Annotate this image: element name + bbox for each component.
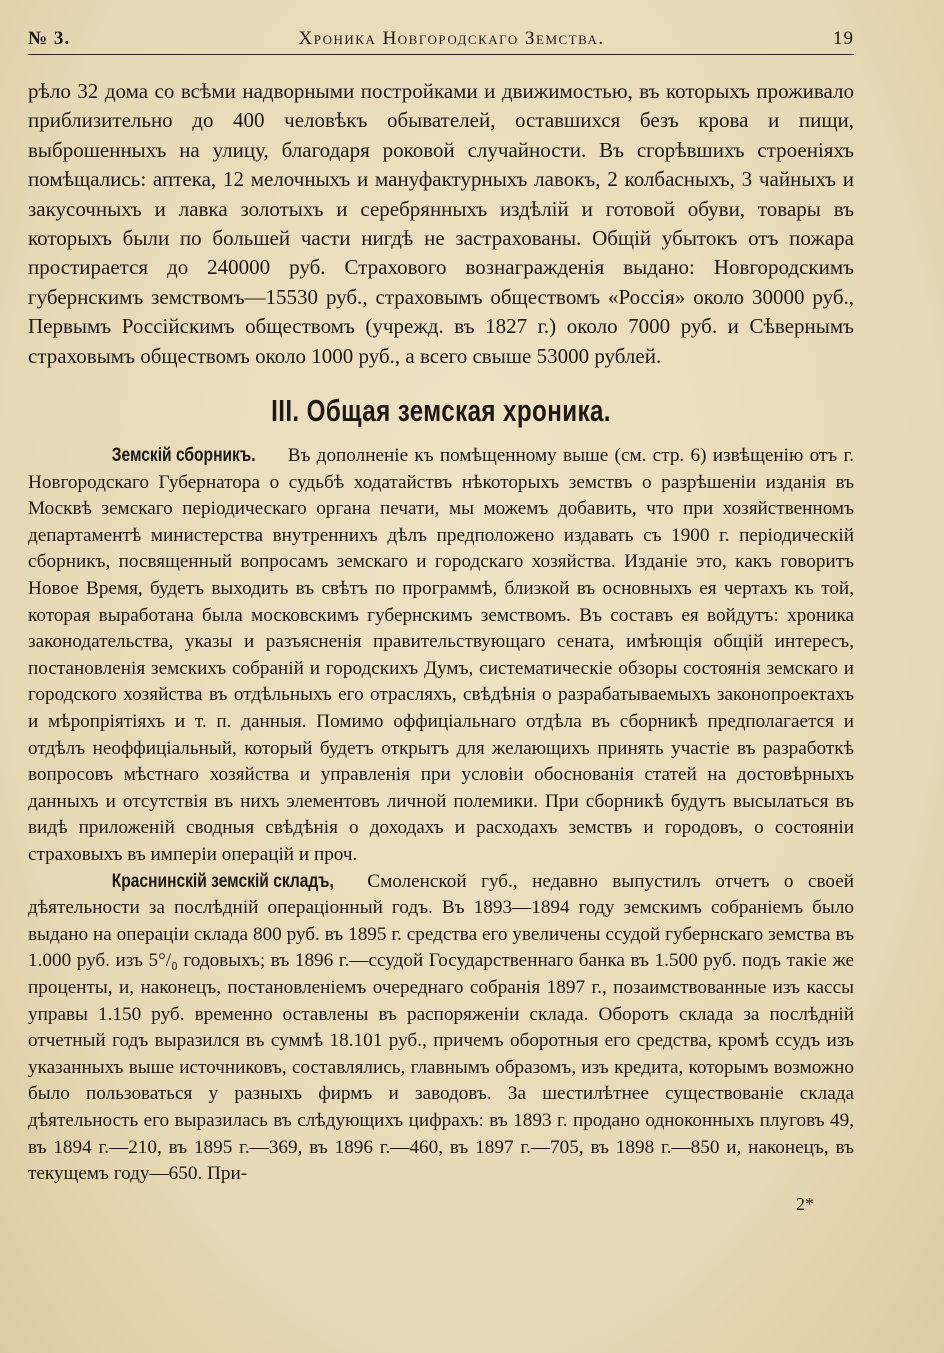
article-krasninsky-sklad [28, 869, 854, 1188]
issue-number: № 3. [28, 28, 71, 49]
journal-title: Хроника Новгородскаго Земства. [298, 28, 605, 49]
intro-paragraph: рѣло 32 дома со всѣми надворными постройками и движимостью, въ которыхъ проживало приблизительно до 400 человѣкъ обывателей, оставшихся безъ крова и пищи, выброшенныхъ на улицу, благодаря роковой случайности. Въ сгорѣвшихъ строеніяхъ помѣщались: аптека, 12 мелочныхъ и мануфактурныхъ лавокъ, 2 колбасныхъ, 3 чайныхъ и закусочныхъ и лавка золотыхъ и серебрянныхъ издѣлій и готовой обуви, товары въ которыхъ были по большей части нигдѣ не застрахованы. Общій убытокъ отъ пожара простирается до 240000 руб. Страхового вознагражденія выдано: Новгородскимъ губернскимъ земствомъ—15530 руб., страховымъ обществомъ «Россія» около 30000 руб., Первымъ Россійскимъ обществомъ (учрежд. въ 1827 г.) около 7000 руб. и Сѣвернымъ страховымъ обществомъ около 1000 руб., а всего свыше 53000 рублей. [28, 79, 854, 368]
page-number: 19 [833, 28, 854, 49]
article-zemsky-sbornik [28, 443, 854, 869]
section-title: III. Общая земская хроника. [271, 393, 611, 429]
article-heading: Земскій сборникъ. [111, 445, 256, 467]
running-header [28, 28, 854, 55]
article-text: Смоленской губ., недавно выпустилъ отчетъ о своей дѣятельности за послѣдній операціонный годъ. Въ 1893—1894 году земскимъ собраніемъ было выдано на операціи склада 800 руб. въ 1895 г. средства его увеличены ссудой губернскаго земства въ 1.000 руб. изъ 5°/₀ годовыхъ; въ 1896 г.—ссудой Государственнаго банка въ 1.500 руб. подъ такіе же проценты, и, наконецъ, постановленіемъ очереднаго собранія 1897 г., позаимствованные изъ кассы управы 1.150 руб. временно оставлены въ распоряженіи склада. Оборотъ склада за послѣдній отчетный годъ выразился въ суммѣ 18.101 руб., причемъ оборотныя его средства, кромѣ ссудъ изъ указанныхъ выше источниковъ, составлялись, главнымъ образомъ, изъ кредита, которымъ возможно было пользоваться у разныхъ фирмъ и заводовъ. За шестилѣтнее существованіе склада дѣятельность его выразилась въ слѣдующихъ цифрахъ: въ 1893 г. продано одноконныхъ плуговъ 49, въ 1894 г.—210, въ 1895 г.—369, въ 1896 г.—460, въ 1897 г.—705, въ 1898 г.—850 и, наконецъ, въ текущемъ году—650. При- [28, 870, 855, 1185]
article-text: Въ дополненіе къ помѣщенному выше (см. стр. 6) извѣщенію отъ г. Новгородскаго Губернатора о судьбѣ ходатайствъ нѣкоторыхъ земствъ о разрѣшеніи изданія въ Москвѣ земскаго періодическаго органа печати, мы можемъ добавить, что при хозяйственномъ департаментѣ министерства внутреннихъ дѣлъ предположено издавать съ 1900 г. періодическій сборникъ, посвященный вопросамъ земскаго и городскаго хозяйства. Изданіе это, какъ говоритъ Новое Время, будетъ выходить въ свѣтъ по программѣ, близкой въ основныхъ ея чертахъ къ той, которая выработана была московскимъ губернскимъ земствомъ. Въ составъ ея войдутъ: хроника законодательства, указы и разъясненія правительствующаго сената, имѣющія общій интересъ, постановленія земскихъ собраній и городскихъ Думъ, систематическіе обзоры состоянія земскаго и городского хозяйства въ отдѣльныхъ его отрасляхъ, свѣдѣнія о разрабатываемыхъ законопроектахъ и мѣропріятіяхъ и т. п. данныя. Помимо оффиціальнаго отдѣла въ сборникѣ предполагается и отдѣлъ неоффиціальный, который будетъ открытъ для желающихъ принять участіе въ разработкѣ вопросовъ мѣстнаго хозяйства и управленія при условіи обоснованія статей на достовѣрныхъ данныхъ и отсутствія въ нихъ элементовъ личной полемики. При сборникѣ будутъ высылаться въ видѣ приложеній сводныя свѣдѣнія о доходахъ и расходахъ земствъ и городовъ, о состояніи страховыхъ въ имперіи операцій и проч. [28, 445, 854, 865]
signature-mark: 2* [796, 1193, 814, 1214]
article-heading: Краснинскій земскій складъ, [111, 870, 334, 892]
